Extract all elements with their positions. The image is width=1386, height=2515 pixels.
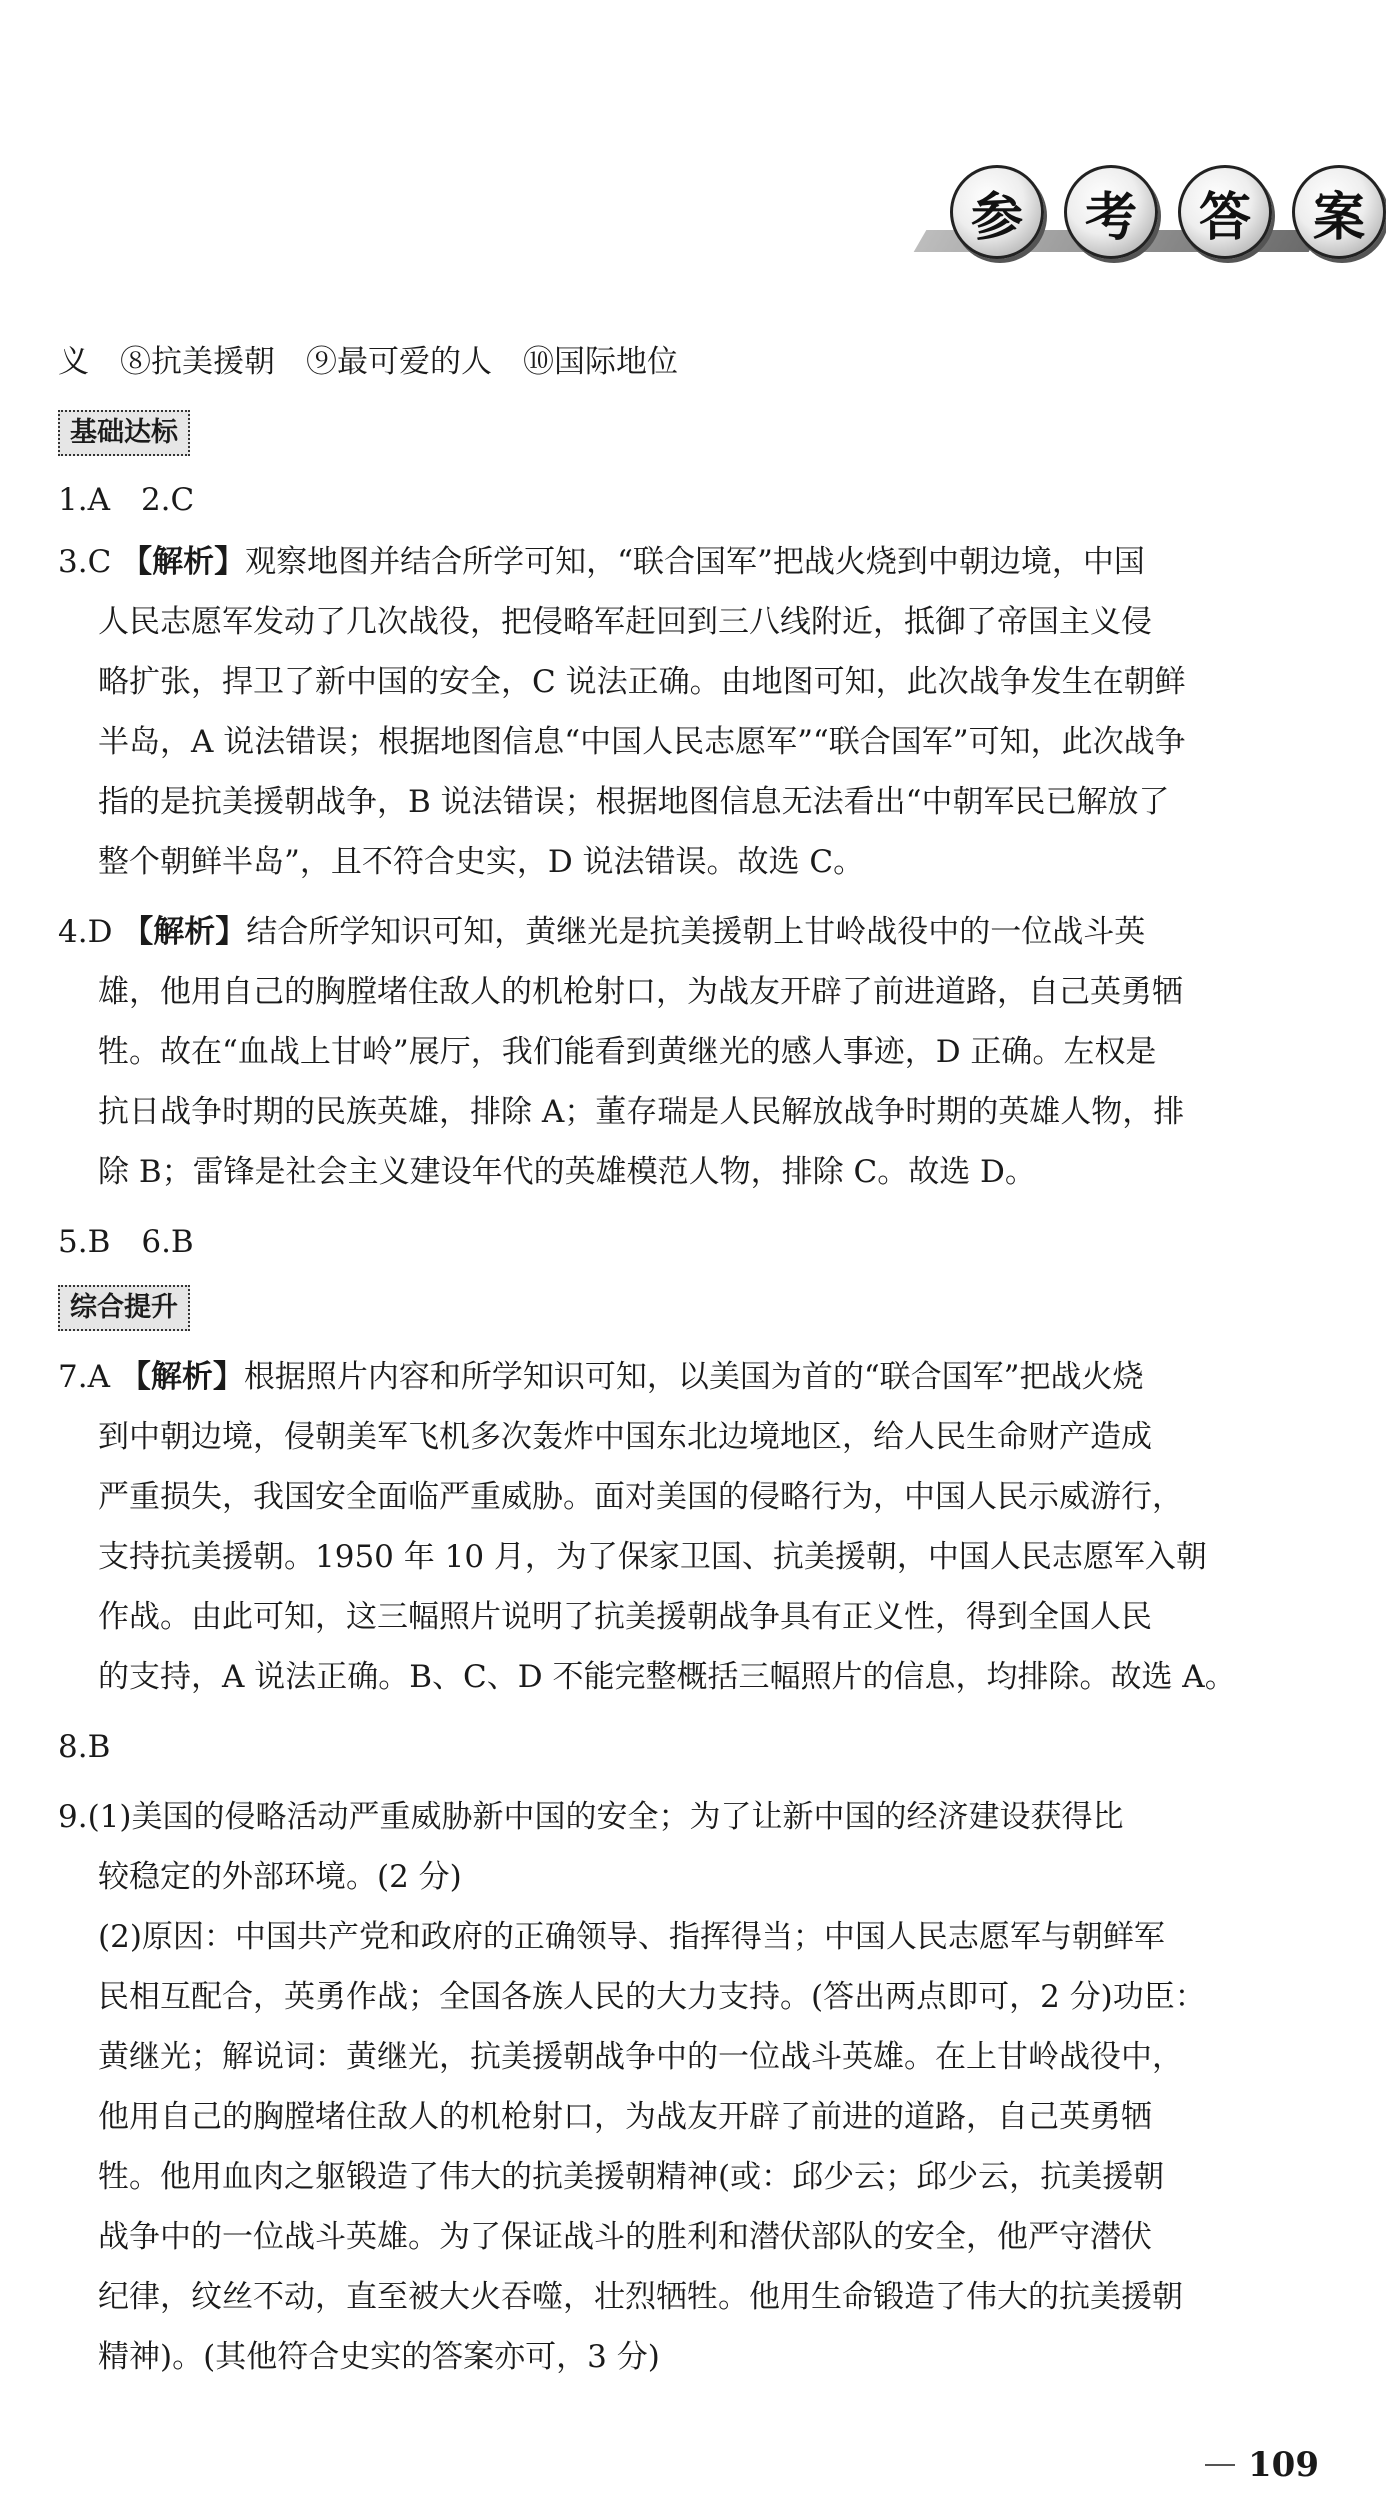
- text-line: 指的是抗美援朝战争，B 说法错误；根据地图信息无法看出“中朝军民已解放了: [98, 784, 1170, 820]
- text-line: 他用自己的胸膛堵住敌人的机枪射口，为战友开辟了前进的道路，自己英勇牺: [98, 2099, 1152, 2135]
- text-line: 到中朝边境，侵朝美军飞机多次轰炸中国东北边境地区，给人民生命财产造成: [98, 1419, 1152, 1455]
- text-line: 5.B 6.B: [58, 1224, 194, 1260]
- title-char-1: 参: [950, 165, 1044, 259]
- text-line: 8.B: [58, 1729, 111, 1765]
- answer-number: 4.D: [58, 914, 113, 950]
- text-line: 作战。由此可知，这三幅照片说明了抗美援朝战争具有正义性，得到全国人民: [98, 1599, 1152, 1635]
- text-line: 抗日战争时期的民族英雄，排除 A；董存瑞是人民解放战争时期的英雄人物，排: [98, 1094, 1185, 1130]
- answer-3: [58, 542, 1145, 582]
- answer-text: 根据照片内容和所学知识可知，以美国为首的“联合国军”把战火烧: [243, 1359, 1144, 1395]
- answer-text: 观察地图并结合所学可知，“联合国军”把战火烧到中朝边境，中国: [245, 544, 1145, 580]
- text-line: 较稳定的外部环境。(2 分): [98, 1859, 462, 1895]
- footer-rule: [1205, 2464, 1235, 2466]
- answer-7: [58, 1357, 1144, 1397]
- page-number: 109: [1248, 2445, 1319, 2485]
- analysis-label: 【解析】: [119, 1359, 244, 1395]
- text-line: 纪律，纹丝不动，直至被大火吞噬，壮烈牺牲。他用生命锻造了伟大的抗美援朝: [98, 2279, 1183, 2315]
- title-char-4: 案: [1292, 165, 1386, 259]
- answer-number: 7.A: [58, 1359, 110, 1395]
- text-line: 义 ⑧抗美援朝 ⑨最可爱的人 ⑩国际地位: [58, 344, 678, 380]
- text-line: 除 B；雷锋是社会主义建设年代的英雄模范人物，排除 C。故选 D。: [98, 1154, 1036, 1190]
- text-line: 人民志愿军发动了几次战役，把侵略军赶回到三八线附近，抵御了帝国主义侵: [98, 604, 1152, 640]
- text-line: (2)原因：中国共产党和政府的正确领导、指挥得当；中国人民志愿军与朝鲜军: [98, 1919, 1165, 1955]
- text-line: 精神)。(其他符合史实的答案亦可，3 分): [98, 2339, 660, 2375]
- text-line: 民相互配合，英勇作战；全国各族人民的大力支持。(答出两点即可，2 分)功臣：: [98, 1979, 1206, 2015]
- text-line: 整个朝鲜半岛”，且不符合史实，D 说法错误。故选 C。: [98, 844, 865, 880]
- text-line: 的支持，A 说法正确。B、C、D 不能完整概括三幅照片的信息，均排除。故选 A。: [98, 1659, 1236, 1695]
- answer-text: 结合所学知识可知，黄继光是抗美援朝上甘岭战役中的一位战斗英: [246, 914, 1146, 950]
- analysis-label: 【解析】: [121, 544, 246, 580]
- section-basic-heading: 基础达标: [58, 410, 190, 456]
- text-line: 支持抗美援朝。1950 年 10 月，为了保家卫国、抗美援朝，中国人民志愿军入朝: [98, 1539, 1207, 1575]
- text-line: 黄继光；解说词：黄继光，抗美援朝战争中的一位战斗英雄。在上甘岭战役中，: [98, 2039, 1183, 2075]
- title-char-2: 考: [1064, 165, 1158, 259]
- text-line: 略扩张，捍卫了新中国的安全，C 说法正确。由地图可知，此次战争发生在朝鲜: [98, 664, 1186, 700]
- text-line: 牲。他用血肉之躯锻造了伟大的抗美援朝精神(或：邱少云；邱少云，抗美援朝: [98, 2159, 1165, 2195]
- title-char-3: 答: [1178, 165, 1272, 259]
- text-line: 半岛，A 说法错误；根据地图信息“中国人民志愿军”“联合国军”可知，此次战争: [98, 724, 1186, 760]
- text-line: 1.A 2.C: [58, 482, 195, 518]
- text-line: 牲。故在“血战上甘岭”展厅，我们能看到黄继光的感人事迹，D 正确。左权是: [98, 1034, 1157, 1070]
- text-line: 战争中的一位战斗英雄。为了保证战斗的胜利和潜伏部队的安全，他严守潜伏: [98, 2219, 1152, 2255]
- analysis-label: 【解析】: [122, 914, 247, 950]
- answer-key-banner: [0, 0, 1365, 300]
- section-advanced-heading: 综合提升: [58, 1285, 190, 1331]
- text-line: 雄，他用自己的胸膛堵住敌人的机枪射口，为战友开辟了前进道路，自己英勇牺: [98, 974, 1183, 1010]
- banner-title: [950, 165, 1386, 259]
- answer-4: [58, 912, 1145, 952]
- text-line: 9.(1)美国的侵略活动严重威胁新中国的安全；为了让新中国的经济建设获得比: [58, 1799, 1124, 1835]
- text-line: 严重损失，我国安全面临严重威胁。面对美国的侵略行为，中国人民示威游行，: [98, 1479, 1183, 1515]
- answer-number: 3.C: [58, 544, 112, 580]
